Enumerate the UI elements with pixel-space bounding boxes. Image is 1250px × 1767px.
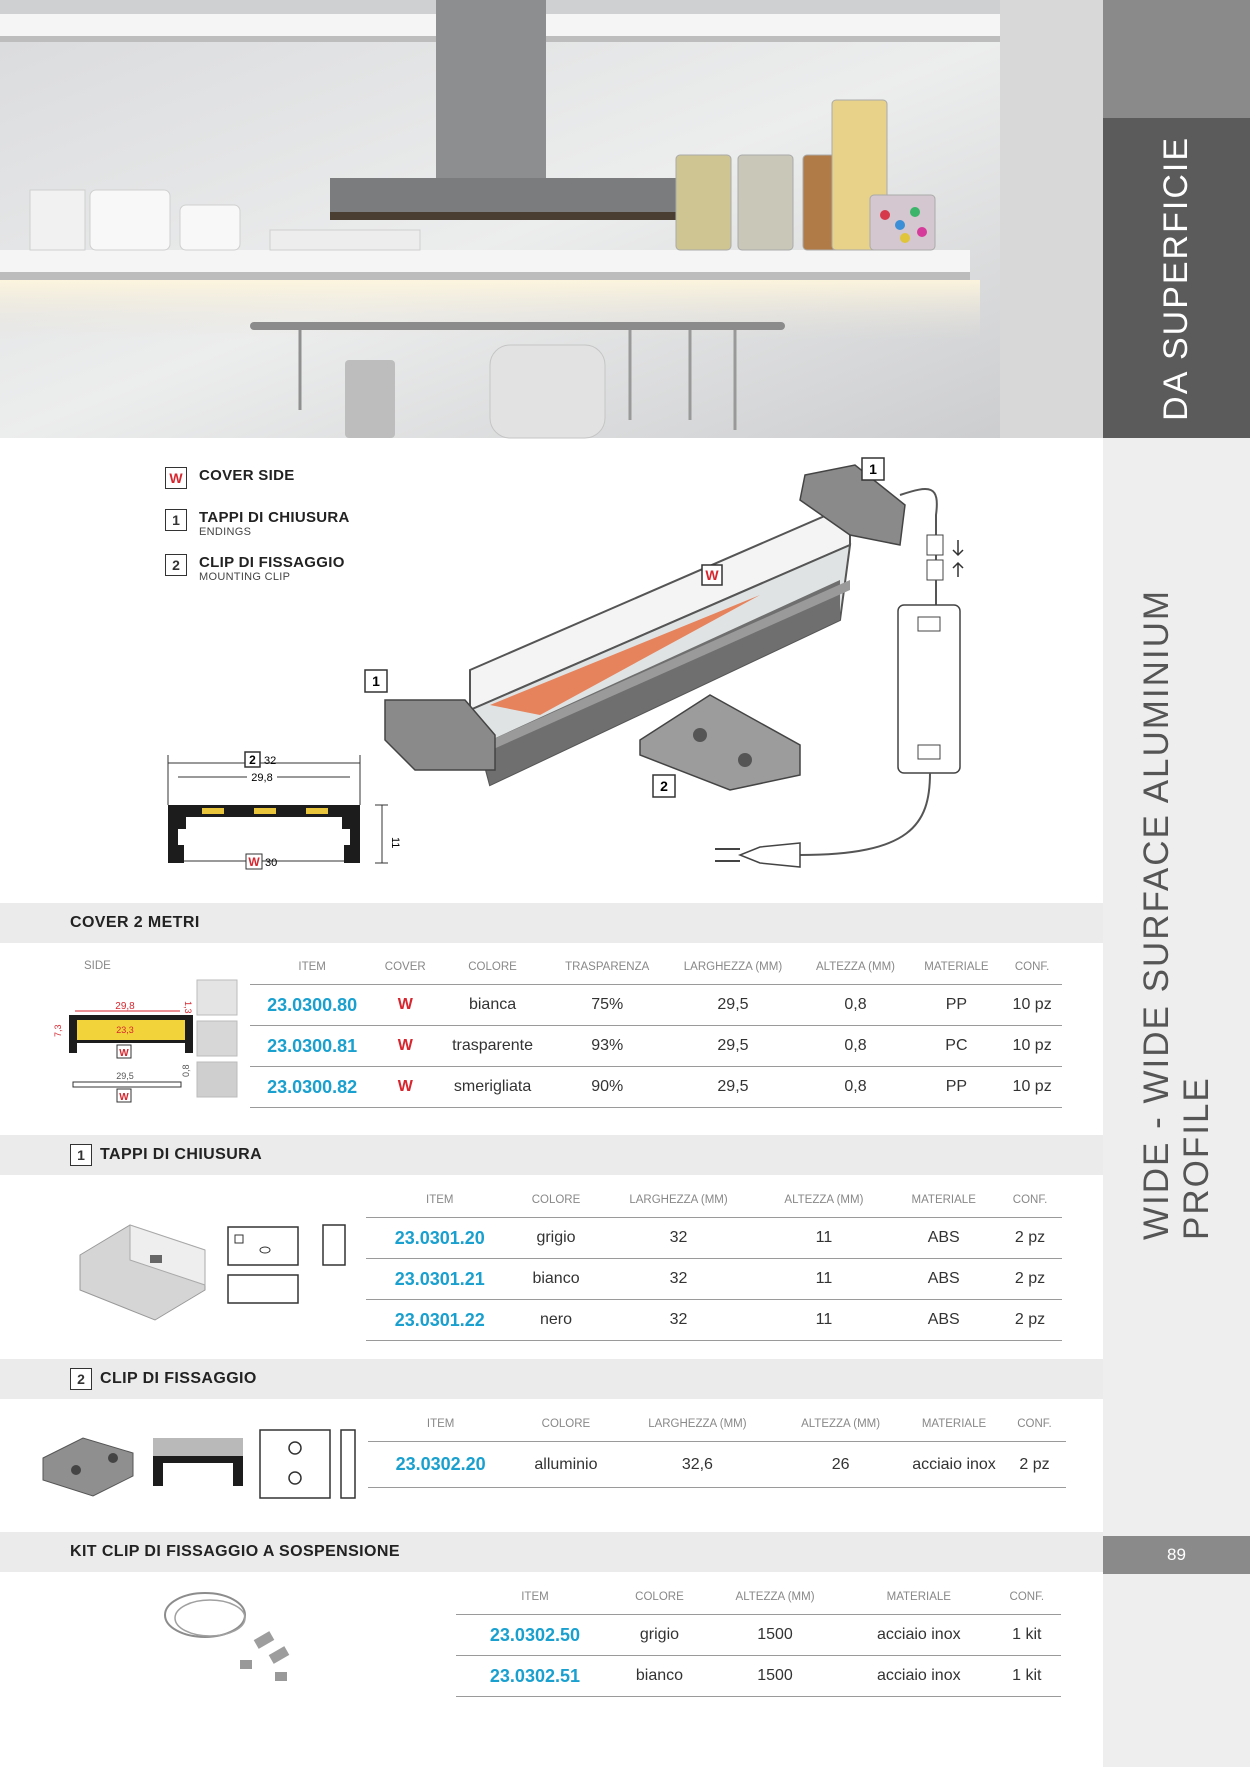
clip-drawings (38, 1418, 363, 1508)
tappi-table: ITEM COLORE LARGHEZZA (MM) ALTEZZA (MM) MATERIALE CONF. 23.0301.20 grigio 32 11 ABS 2 pz 23.0301.21 bianco 32 11 ABS 2 pz 23.0301.22 nero 32 11 ABS 2 pz (366, 1183, 1062, 1341)
section-header-tappi (0, 1135, 1103, 1175)
legend-item-cover-side: W COVER SIDE (165, 467, 350, 489)
svg-text:29,5: 29,5 (116, 1071, 134, 1081)
svg-text:29,8: 29,8 (251, 772, 273, 784)
page-number: 89 (1103, 1536, 1250, 1574)
svg-text:2: 2 (660, 778, 668, 794)
svg-text:W: W (705, 567, 719, 583)
cover-badge: W (165, 467, 187, 489)
section-header-cover (0, 903, 1103, 943)
kit-table: ITEM COLORE ALTEZZA (MM) MATERIALE CONF. 23.0302.50 grigio 1500 acciaio inox 1 kit 23.0302.51 bianco 1500 acciaio inox 1 kit (456, 1580, 1061, 1697)
legend-item-endings: 1 TAPPI DI CHIUSURA ENDINGS (165, 509, 350, 538)
table-row: 23.0302.51 bianco 1500 acciaio inox 1 kit (456, 1656, 1061, 1697)
svg-text:1,3: 1,3 (183, 1001, 193, 1014)
cover-section-title: COVER 2 METRI (70, 914, 200, 931)
svg-text:W: W (248, 855, 260, 869)
table-row: 23.0302.50 grigio 1500 acciaio inox 1 kit (456, 1615, 1061, 1656)
section-header-clip (0, 1359, 1103, 1399)
svg-text:23,3: 23,3 (116, 1025, 134, 1035)
svg-text:1: 1 (869, 461, 877, 477)
svg-text:0,8: 0,8 (181, 1064, 191, 1077)
cover-table: ITEM COVER COLORE TRASPARENZA LARGHEZZA (MM) ALTEZZA (MM) MATERIALE CONF. 23.0300.80 W bianca 75% 29,5 0,8 PP 10 pz 23.0300.81 W trasparente 93% 29,5 0,8 PC 10 pz 23.0300.82 W smerigliata 90% 29,5 0,8 PP 10 pz (250, 950, 1062, 1108)
sidebar-top-block (1103, 0, 1250, 118)
clip-badge: 2 (165, 554, 187, 576)
legend (165, 467, 350, 583)
table-row: 23.0301.20 grigio 32 11 ABS 2 pz (366, 1218, 1062, 1259)
kit-section-title: KIT CLIP DI FISSAGGIO A SOSPENSIONE (70, 1543, 400, 1560)
cover-section-drawings (55, 975, 245, 1105)
svg-text:29,8: 29,8 (115, 1001, 135, 1012)
sidebar (1103, 0, 1250, 1767)
table-row: 23.0301.22 nero 32 11 ABS 2 pz (366, 1300, 1062, 1341)
table-row: 23.0300.81 W trasparente 93% 29,5 0,8 PC 10 pz (250, 1026, 1062, 1067)
kitchen-photo (0, 0, 1103, 438)
category-title: DA SUPERFICIE (1157, 135, 1195, 421)
svg-text:11: 11 (389, 837, 401, 849)
svg-text:30: 30 (265, 857, 278, 869)
profile-section-drawing (150, 745, 400, 875)
table-row: 23.0302.20 alluminio 32,6 26 acciaio inox 2 pz (368, 1442, 1066, 1488)
table-row: 23.0300.82 W smerigliata 90% 29,5 0,8 PP 10 pz (250, 1067, 1062, 1108)
svg-text:W: W (119, 1092, 129, 1103)
endings-badge: 1 (165, 509, 187, 531)
clip-table: ITEM COLORE LARGHEZZA (MM) ALTEZZA (MM) MATERIALE CONF. 23.0302.20 alluminio 32,6 26 acciaio inox 2 pz (368, 1407, 1066, 1488)
clip-section-title: CLIP DI FISSAGGIO (100, 1370, 257, 1387)
side-label: SIDE (84, 960, 111, 972)
tappi-section-title: TAPPI DI CHIUSURA (100, 1146, 263, 1163)
svg-text:W: W (119, 1048, 129, 1059)
exploded-product-diagram (370, 445, 990, 895)
svg-text:32: 32 (264, 755, 277, 767)
kit-drawing (155, 1580, 315, 1690)
section-header-kit (0, 1532, 1103, 1572)
svg-text:1: 1 (372, 673, 380, 689)
product-title: WIDE - WIDE SURFACE ALUMINIUM PROFILE (1136, 588, 1216, 1240)
table-row: 23.0301.21 bianco 32 11 ABS 2 pz (366, 1259, 1062, 1300)
clip-section-badge: 2 (70, 1368, 92, 1390)
legend-item-mounting-clip: 2 CLIP DI FISSAGGIO MOUNTING CLIP (165, 554, 350, 583)
tappi-drawings (70, 1205, 360, 1335)
svg-text:2: 2 (249, 753, 256, 767)
svg-text:7,3: 7,3 (53, 1024, 63, 1037)
table-row: 23.0300.80 W bianca 75% 29,5 0,8 PP 10 pz (250, 985, 1062, 1026)
tappi-badge: 1 (70, 1144, 92, 1166)
